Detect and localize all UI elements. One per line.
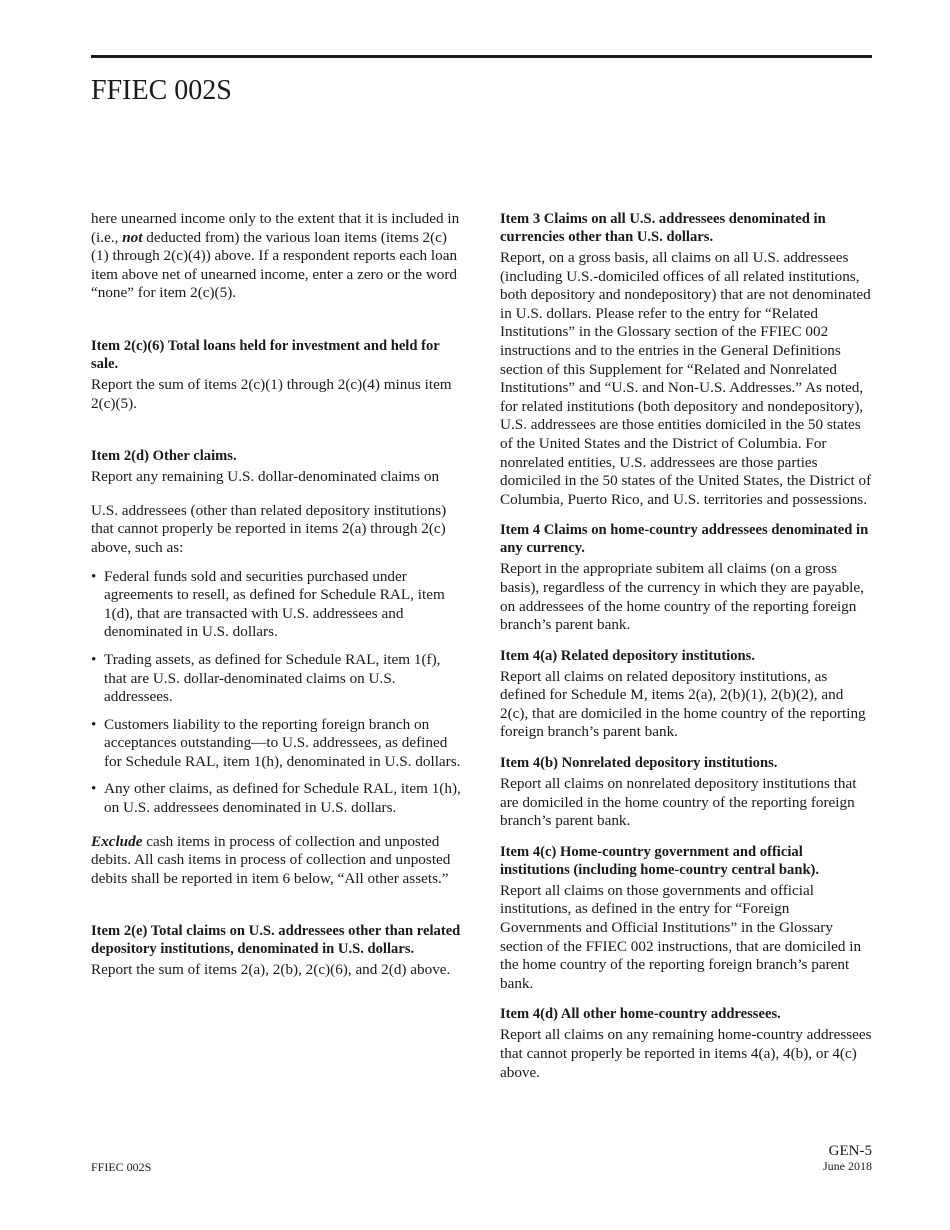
item-2e-body: Report the sum of items 2(a), 2(b), 2(c)(6), and 2(d) above. [91,961,451,979]
item-4a-body: Report all claims on related depository institutions, as defined for Schedule M, items 2(a), 2(b)(1), 2(b)(2), and 2(c), that are domiciled in the home country of the reporting foreign branch’s parent bank. [500,667,866,741]
item-4d-body: Report all claims on any remaining home-country addressees that cannot properly be reported in items 4(a), 4(b), or 4(c) above. [500,1026,872,1081]
page-number: GEN-5 [828,1143,872,1159]
item-2d-body-continued: U.S. addressees (other than related depository institutions) that cannot properly be reported in items 2(a) through 2(c) above, such as: [91,501,447,556]
item-4c-body: Report all claims on those governments and official institutions, as defined in the entry for “Foreign Governments and Official Institutions” in the Glossary section of the FFIEC 002 instructions, that are domiciled in the home country of the reporting foreign branch’s parent bank. [500,881,862,992]
item-2c6-body: Report the sum of items 2(c)(1) through 2(c)(4) minus item 2(c)(5). [91,375,452,412]
list-item: • Federal funds sold and securities purchased under agreements to resell, as defined for Schedule RAL, item 1(d), that are transacted with U.S. addressees and denominated in U.S. dollars. [91,568,462,642]
left-column [91,210,462,980]
top-rule [91,55,872,58]
item-4b-body: Report all claims on nonrelated depository institutions that are domiciled in the home country of the reporting foreign branch’s parent bank. [500,775,857,830]
item-4d-heading: Item 4(d) All other home-country addressees. [500,1006,781,1023]
intro-paragraph: here unearned income only to the extent that it is included in (i.e., not deducted from) the various loan items (items 2(c)(1) through 2(c)(4)) above. If a respondent reports each loan item above net of unearned income, enter a zero or the word “none” for item 2(c)(5). [91,210,460,302]
right-column [500,210,874,1082]
item-3-heading: Item 3 Claims on all U.S. addressees denominated in currencies other than U.S. dollars. [500,211,826,245]
page-title: FFIEC 002S [91,75,232,106]
item-2c6-heading: Item 2(c)(6) Total loans held for investment and held for sale. [91,337,440,372]
item-4c-heading: Item 4(c) Home-country government and official institutions (including home-country central bank). [500,843,820,878]
footer-form-name: FFIEC 002S [91,1160,152,1174]
item-4-body: Report in the appropriate subitem all claims (on a gross basis), regardless of the currency in which they are payable, on addressees of the home country of the reporting foreign branch’s parent bank. [500,560,864,634]
item-2d-heading: Item 2(d) Other claims. [91,448,237,465]
item-3-body: Report, on a gross basis, all claims on all U.S. addressees (including U.S.-domiciled offices of all related institutions, both depository and nondepository) that are not denominated in U.S. dollars. Please refer to the entry for “Related Institutions” in the Glossary section of the FFIEC 002 instructions and to the entries in the General Definitions section of this Supplement for “Related and Nonrelated Institutions” and “U.S. and Non-U.S. Addresses.” As noted, for related institutions (both depository and nondepository), U.S. addressees are those entities domiciled in the 50 states of the United States and the District of Columbia. For nonrelated entities, U.S. addressees are those parties domiciled in the 50 states of the United States, the District of Columbia, Puerto Rico, and U.S. territories and possessions. [500,249,872,508]
list-item: • Trading assets, as defined for Schedule RAL, item 1(f), that are U.S. dollar-denominated claims on U.S. addressees. [91,651,462,707]
claims-list [91,568,462,818]
exclude-paragraph: Exclude cash items in process of collection and unposted debits. All cash items in process of collection and unposted debits shall be reported in item 6 below, “All other assets.” [91,832,451,887]
revision-date: June 2018 [823,1159,872,1173]
list-item: • Any other claims, as defined for Schedule RAL, item 1(h), on U.S. addressees denominated in U.S. dollars. [91,780,462,817]
item-2e-heading: Item 2(e) Total claims on U.S. addressees other than related depository institutions, denominated in U.S. dollars. [91,923,461,958]
item-2d-body: Report any remaining U.S. dollar-denominated claims on [91,468,440,486]
footer-page-info [823,1143,872,1173]
item-4-heading: Item 4 Claims on home-country addressees denominated in any currency. [500,522,869,557]
item-4a-heading: Item 4(a) Related depository institutions. [500,647,755,664]
list-item: • Customers liability to the reporting foreign branch on acceptances outstanding—to U.S. addressees, as defined for Schedule RAL, item 1(h), denominated in U.S. dollars. [91,716,462,772]
item-4b-heading: Item 4(b) Nonrelated depository institutions. [500,755,778,772]
